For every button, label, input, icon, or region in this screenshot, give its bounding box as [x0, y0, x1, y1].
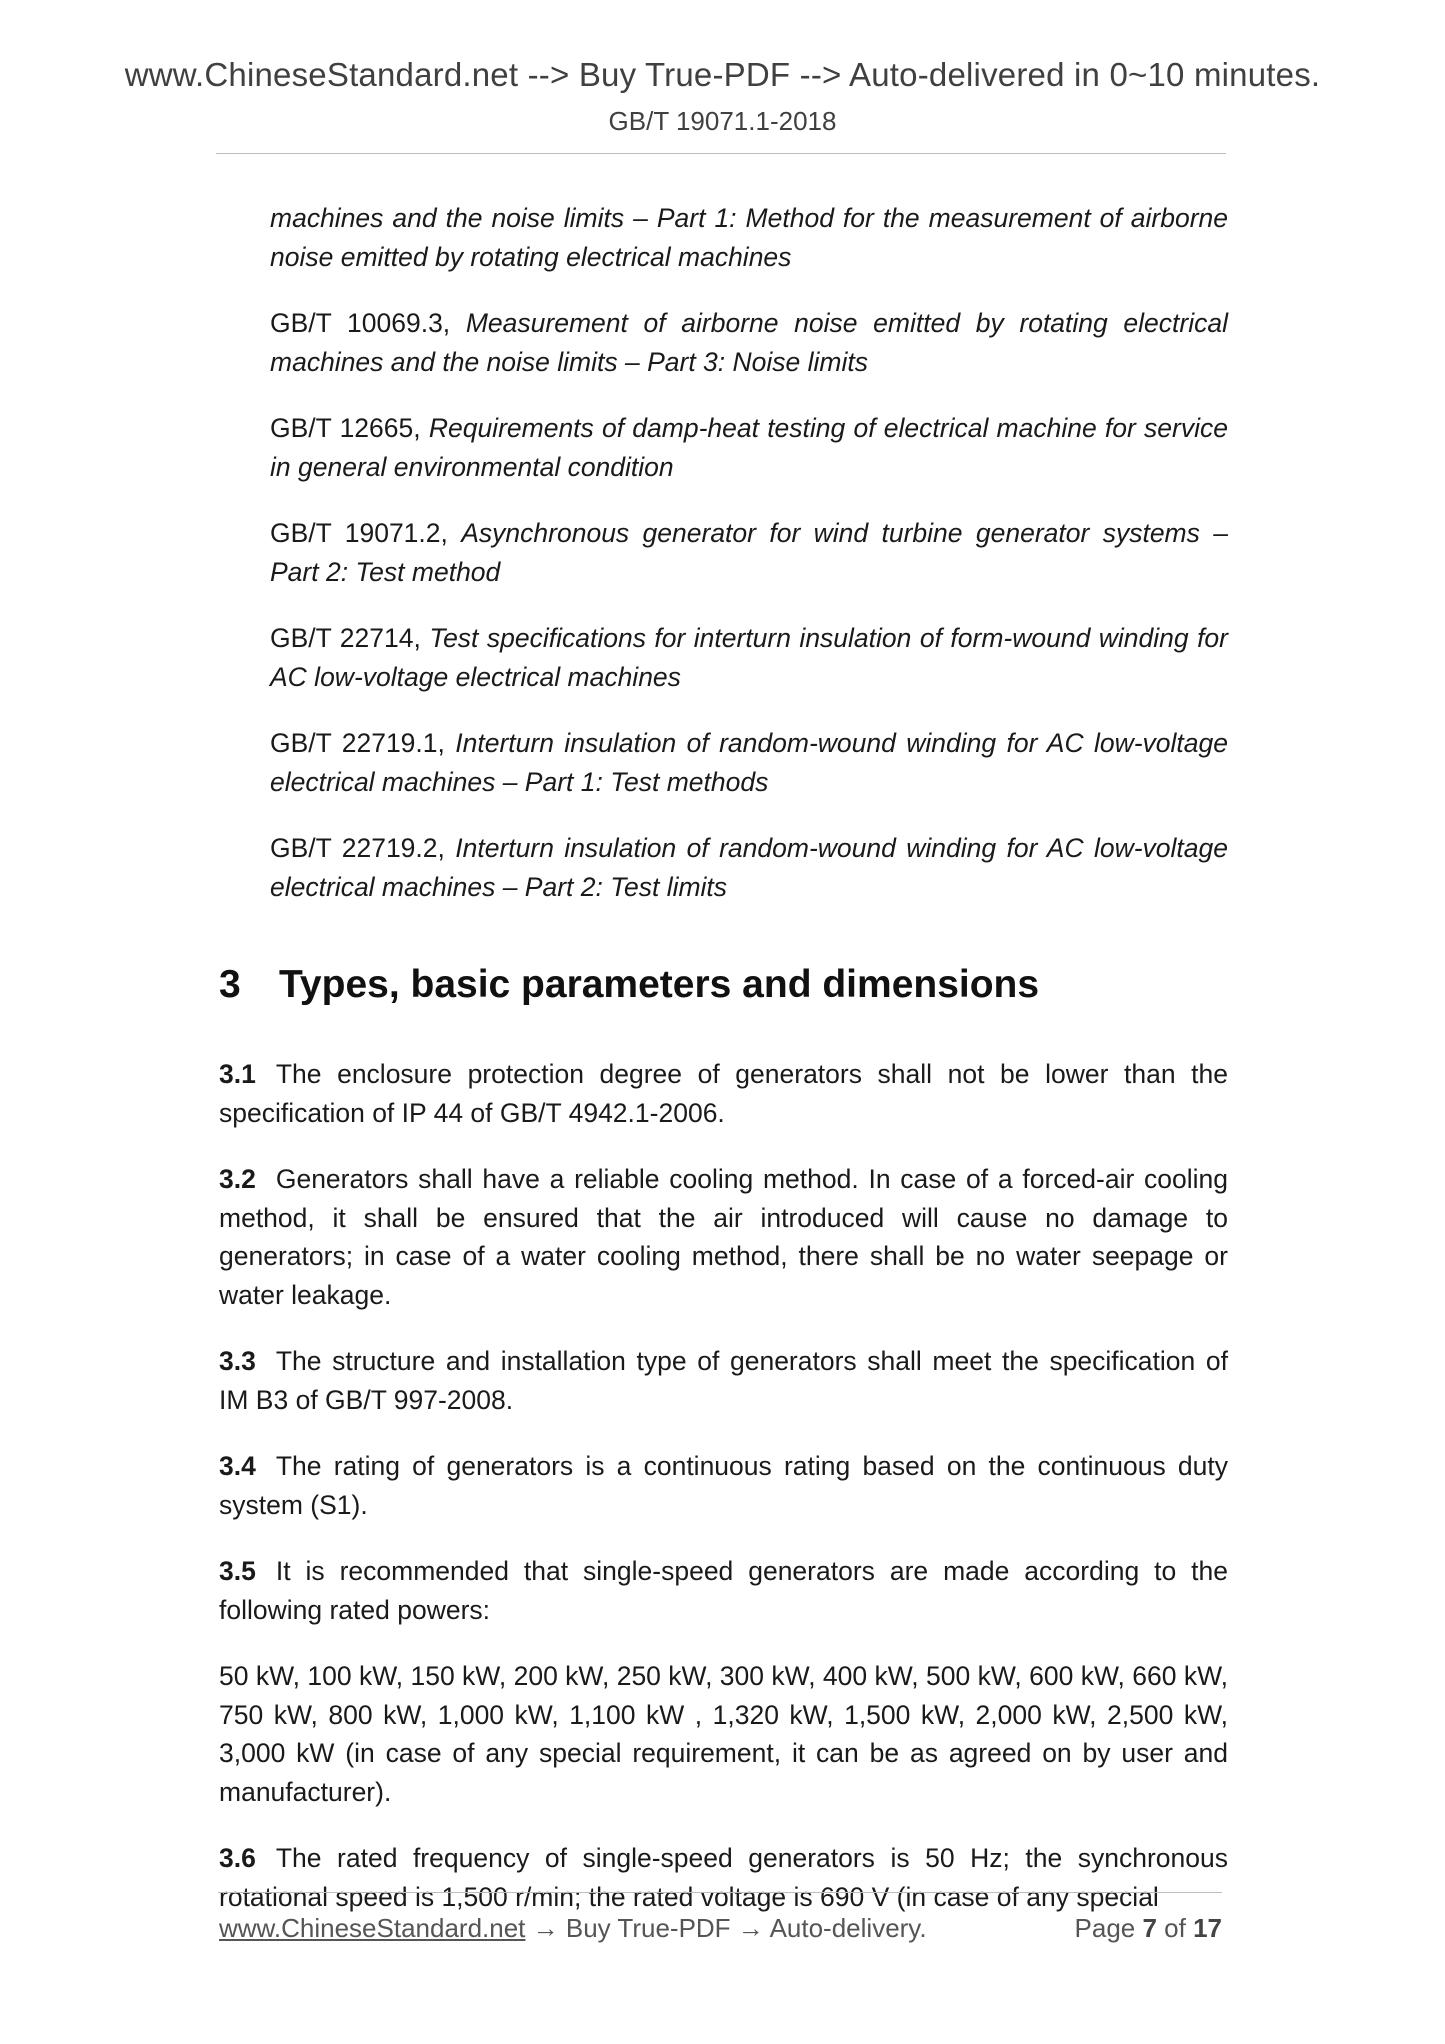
page-indicator: [1075, 1913, 1222, 1944]
clause-text: The structure and installation type of generators shall meet the specification of IM B3 of GB/T 997-2008.: [219, 1346, 1228, 1415]
reference-item: [270, 724, 1228, 801]
standard-number: GB/T 19071.1-2018: [608, 106, 837, 136]
footer-tagline: → Buy True-PDF → Auto-delivery.: [525, 1913, 927, 1943]
page-footer: [219, 1913, 1222, 1944]
clause-text: The rating of generators is a continuous rating based on the continuous duty system (S1).: [219, 1451, 1228, 1520]
section-number: 3: [219, 963, 241, 1006]
reference-code: GB/T 22714,: [270, 623, 430, 653]
total-pages: 17: [1193, 1913, 1222, 1943]
clause-text: It is recommended that single-speed generators are made according to the following rated powers:: [219, 1556, 1228, 1625]
reference-code: GB/T 22719.1,: [270, 728, 456, 758]
section-heading: [219, 963, 1039, 1007]
page-word: Page: [1074, 1913, 1143, 1943]
reference-item: [270, 514, 1228, 591]
footer-divider: [218, 1892, 1222, 1893]
clause-number: 3.3: [219, 1346, 256, 1376]
of-word: of: [1156, 1913, 1194, 1943]
clause: [219, 1839, 1228, 1916]
clause: [219, 1055, 1228, 1132]
header-divider: [216, 153, 1226, 154]
footer-site-link[interactable]: www.ChineseStandard.net: [219, 1913, 526, 1943]
clause-number: 3.5: [219, 1556, 256, 1586]
reference-title: Interturn insulation of random-wound winding for AC low-voltage electrical machines – Part 2: Test limits: [270, 833, 1228, 902]
clause-text: Generators shall have a reliable cooling method. In case of a forced-air cooling method, it shall be ensured that the air introduced will cause no damage to generators; in case of a water cooling method, there shall be no water seepage or water leakage.: [219, 1164, 1228, 1310]
clause: [219, 1552, 1228, 1629]
reference-item: [270, 409, 1228, 486]
reference-title: Interturn insulation of random-wound winding for AC low-voltage electrical machines – Part 1: Test methods: [270, 728, 1228, 797]
clause-number: 3.6: [219, 1843, 256, 1873]
reference-code: GB/T 12665,: [270, 413, 429, 443]
clause-list: [219, 1055, 1228, 1944]
clause-text: The enclosure protection degree of generators shall not be lower than the specification of IP 44 of GB/T 4942.1-2006.: [219, 1059, 1228, 1128]
reference-title: machines and the noise limits – Part 1: Method for the measurement of airborne noise emitted by rotating electrical machines: [270, 203, 1228, 272]
reference-code: GB/T 19071.2,: [270, 518, 462, 548]
clause-text: 50 kW, 100 kW, 150 kW, 200 kW, 250 kW, 300 kW, 400 kW, 500 kW, 600 kW, 660 kW, 750 kW, 800 kW, 1,000 kW, 1,100 kW , 1,320 kW, 1,500 kW, 2,000 kW, 2,500 kW, 3,000 kW (in case of any special requirement, it can be as agreed on by user and manufacturer).: [219, 1661, 1228, 1807]
normative-references-list: [270, 199, 1228, 934]
clause-number: 3.1: [219, 1059, 256, 1089]
reference-title: Requirements of damp-heat testing of electrical machine for service in general environmental condition: [270, 413, 1228, 482]
reference-item: [270, 619, 1228, 696]
reference-code: GB/T 10069.3,: [270, 308, 466, 338]
reference-item: [270, 304, 1228, 381]
site-banner[interactable]: www.ChineseStandard.net --> Buy True-PDF --> Auto-delivered in 0~10 minutes.: [124, 56, 1321, 93]
rated-powers-paragraph: [219, 1657, 1228, 1811]
reference-code: GB/T 22719.2,: [270, 833, 456, 863]
clause-text: The rated frequency of single-speed generators is 50 Hz; the synchronous rotational speed is 1,500 r/min; the rated voltage is 690 V (in case of any special: [219, 1843, 1228, 1912]
section-title: Types, basic parameters and dimensions: [279, 963, 1040, 1006]
clause: [219, 1160, 1228, 1314]
reference-title: Measurement of airborne noise emitted by rotating electrical machines and the noise limits – Part 3: Noise limits: [270, 308, 1228, 377]
reference-title: Test specifications for interturn insulation of form-wound winding for AC low-voltage electrical machines: [270, 623, 1228, 692]
clause: [219, 1342, 1228, 1419]
clause-number: 3.2: [219, 1164, 256, 1194]
current-page: 7: [1142, 1913, 1157, 1943]
reference-title: Asynchronous generator for wind turbine generator systems – Part 2: Test method: [270, 518, 1228, 587]
clause-number: 3.4: [219, 1451, 256, 1481]
reference-item: [270, 199, 1228, 276]
reference-item: [270, 829, 1228, 906]
clause: [219, 1447, 1228, 1524]
